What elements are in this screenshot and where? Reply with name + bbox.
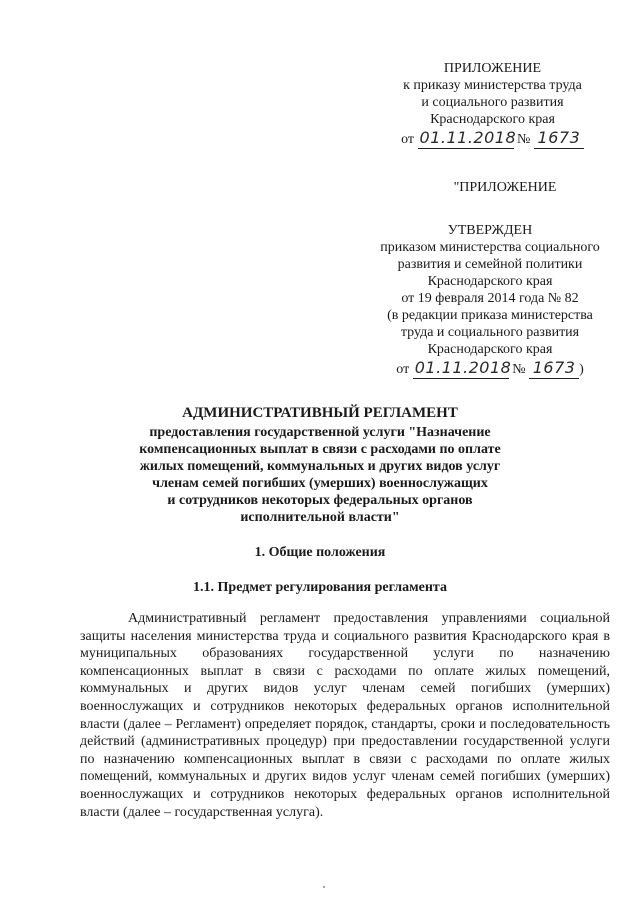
appendix-number-field — [534, 130, 584, 149]
body-text — [80, 610, 610, 821]
appendix-number-prefix: № — [517, 132, 531, 147]
appendix-line-3: Краснодарского края — [430, 112, 555, 127]
approved-line-1: приказом министерства социального — [380, 240, 600, 255]
second-appendix-title: "ПРИЛОЖЕНИЕ — [453, 180, 557, 195]
approved-block — [360, 222, 620, 379]
approved-number-handwritten: 1673 — [532, 358, 576, 377]
approved-line-2: развития и семейной политики — [397, 257, 583, 272]
scan-speck — [323, 886, 325, 888]
approved-line-4: от 19 февраля 2014 года № 82 — [401, 291, 579, 306]
document-title-line-5: и сотрудников некоторых федеральных органов — [167, 493, 473, 508]
approved-date-prefix: от — [396, 362, 410, 377]
document-title-line-3: жилых помещений, коммунальных и других видов услуг — [139, 459, 501, 474]
approved-closing-paren: ) — [579, 362, 584, 377]
appendix-title: ПРИЛОЖЕНИЕ — [443, 61, 542, 76]
approved-line-6: труда и социального развития — [400, 325, 580, 340]
approved-line-3: Краснодарского края — [427, 274, 553, 289]
section-heading: 1. Общие положения — [254, 545, 386, 560]
appendix-line-2: и социального развития — [421, 95, 564, 110]
approved-line-5: (в редакции приказа министерства — [387, 308, 593, 323]
appendix-header — [380, 60, 605, 149]
approved-number-prefix: № — [512, 362, 526, 377]
approved-number-field — [529, 360, 579, 379]
appendix-line-1: к приказу министерства труда — [403, 78, 582, 93]
appendix-date-handwritten: 01.11.2018 — [419, 128, 517, 147]
body-paragraph: Административный регламент предоставления управлениями социальной защиты населения министерства труда и социального развития Краснодарского края в муниципальных образованиях государственной услуги по назначению компенсационных выплат в связи с расходами по оплате жилых помещений, коммунальных и других видов услуг членам семей погибших (умерших) военнослужащих и сотрудников некоторых федеральных органов исполнительной власти (далее – Регламент) определяет порядок, стандарты, сроки и последовательность действий (административных процедур) при предоставлении государственной услуги по назначению компенсационных выплат в связи с расходами по оплате жилых помещений, коммунальных и других видов услуг членам семей погибших (умерших) военнослужащих и сотрудников некоторых федеральных органов исполнительной власти (далее – государственная услуга). — [80, 611, 610, 820]
appendix-date-field — [418, 128, 517, 149]
approved-title: УТВЕРЖДЕН — [447, 223, 533, 238]
appendix-number-handwritten: 1673 — [537, 128, 581, 147]
document-title — [60, 405, 580, 526]
document-title-line-4: членам семей погибших (умерших) военнослужащих — [152, 476, 488, 491]
document-title-line-6: исполнительной власти" — [240, 510, 400, 525]
document-title-line-2: компенсационных выплат в связи с расходами по оплате — [139, 442, 501, 457]
document-title-line-1: предоставления государственной услуги "Назначение — [149, 425, 491, 440]
document-title-main: АДМИНИСТРАТИВНЫЙ РЕГЛАМЕНТ — [182, 405, 458, 421]
approved-date-handwritten: 01.11.2018 — [414, 358, 512, 377]
approved-line-7: Краснодарского края — [427, 342, 553, 357]
approved-date-number-line — [360, 360, 620, 379]
appendix-date-number-line — [380, 130, 605, 149]
subsection-heading: 1.1. Предмет регулирования регламента — [193, 580, 447, 595]
approved-date-field — [413, 358, 512, 379]
appendix-date-prefix: от — [401, 132, 415, 147]
